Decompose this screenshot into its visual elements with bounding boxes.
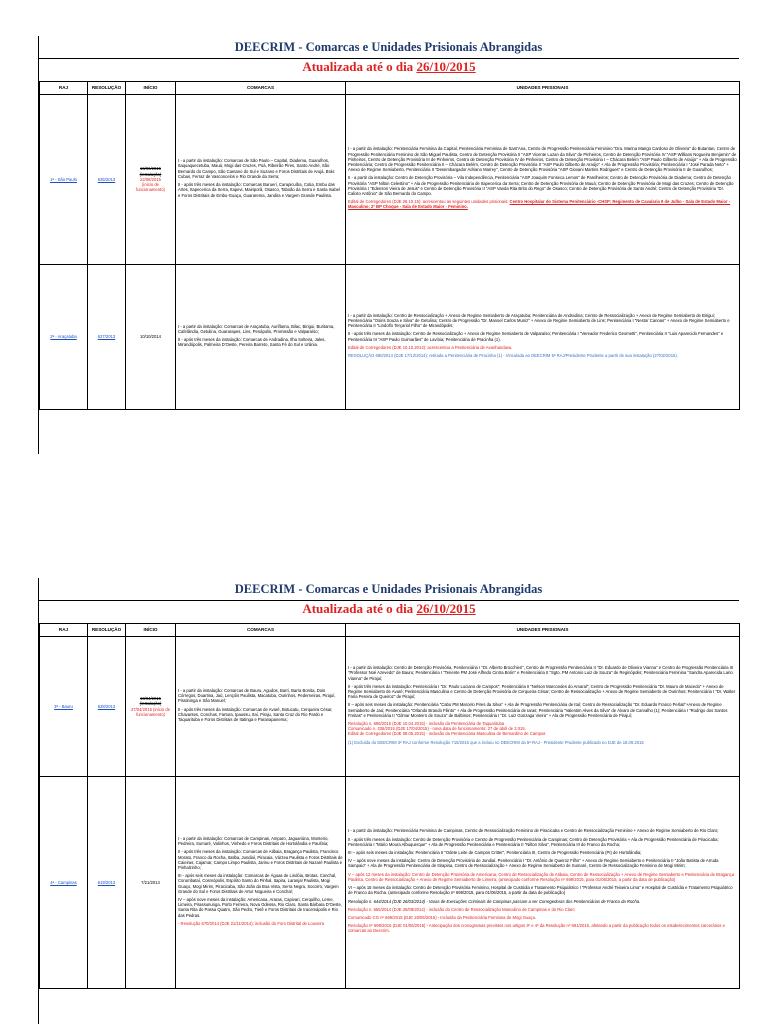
- header-inicio: INÍCIO: [126, 82, 176, 95]
- edital-link[interactable]: Centro Hospitalar do Sistema Penitenciário -CHSP; Regimento de Cavalaria 9 de Julho - Sala de Estado Maior - Masculino; 2º BP Choque - Sala de Estado Maior - Feminino.: [348, 199, 731, 210]
- header-inicio: INÍCIO: [126, 624, 176, 637]
- inicio-old-date: 10/04/2015: [140, 696, 161, 702]
- unidades-text: IV – após nove meses da instalação: Centro de Detenção Provisória de Jundiaí, Penitenciária I "Dr. Antônio de Queiroz Filho" + Anexo de Regime Semiaberto e Penitenciária II "João Batista de Arruda Sampaio" + Ala de Progressão Penitenciária de Itirapina, Centro de Ressocialização + Anexo de Regime Semiaberto de Sumaré, Centro de Ressocialização Feminino de Mogi Mirim;: [348, 858, 719, 869]
- comarcas-text: III - após seis meses da instalação: Comarcas de Águas de Lindóia, Brotas, Conchal, Corumbataí, Cosmópolis, Espírito Santo do Pinhal, Itapira, Laranjal Paulista, Mogi Guaçu, Mogi Mirim, Piracicaba, São João da Boa Vista, Serra Negra, Socorro, Vargem Grande do Sul e Foros Distritais de Artur Nogueira e Conchal;: [178, 873, 339, 894]
- header-comarcas: COMARCAS: [176, 624, 346, 637]
- update-date-line: [39, 601, 739, 623]
- comarcas-text: II - após três meses da instalação: Comarcas de Avaré, Botucatu, Cerqueira César, Chavantes, Conchas, Fartura, Ipaussu, Itaí, Piraju, Santa Cruz do Rio Pardo e Taquarituba e Foros Distritais de Itatinga e Paranapanema;: [178, 706, 333, 722]
- comarcas-cell: [176, 265, 346, 410]
- raj-link[interactable]: 2ª - Araçatuba: [50, 334, 77, 340]
- unidades-text: I - a partir da instalação: Penitenciária Feminina da Capital, Penitenciária Feminina de Sant'Ana, Centro de Progressão Penitenciária Feminino "Dra. Marina Marigo Cardoso de Oliveira" do Butantan, Centro de Progressão Penitenciária Feminino de São Miguel Paulista, Centro de Detenção Provisória II "ASP Vicente Luzan da Silva" de Pinheiros, Centro de Detenção Provisória IV "ASP Willians Nogueira Benjamin" de Pinheiros, Centro de Detenção Provisória III de Pinheiros, Centro de Detenção Provisória IV de Pinheiros, Centro de Detenção Provisória I – Chácara Belém "ASP Paulo Gilberto de Araújo" + Ala de Progressão Penitenciária; Centro de Progressão Penitenciária II – Chácara Belém, Centro de Detenção Provisória II "ASP Paulo Gilberto de Araújo" + Ala de Progressão Provisória; Penitenciária I "José Parada Neto" + Anexo de Regime Semiaberto, Penitenciária II "Desembargador Adriano Marrey", Centro de Detenção Provisória "ASP Giovani Martins Rodrigues" e Centro de Detenção Provisória II de Guarulhos;: [348, 146, 737, 173]
- unidades-text: I - a partir da instalação: Centro de Detenção Provisória, Penitenciária I "Dr. Alberto Brocchieri", Centro de Progressão Penitenciária II "Dr. Eduardo de Oliveira Vianna" e Centro de Progressão Penitenciária III "Professor Noé Azevedo" de Bauru; Penitenciária I "Tenente PM José Alfredo Cintra Borin" e Penitenciária II "Sgto. PM Antonio Luiz de Souza" de Reginópolis; Penitenciária Feminina "Sandra Aparecida Lario Vianna" de Pirajuí;: [348, 665, 734, 681]
- unidades-resolucao: RESOLUÇÃO 680/2014 (DJE 17/12/2014): retirada a Penitenciária de Pracinha (1) - Vinculada ao DEECRIM 5ª RAJ/Presidente Prudente a partir de sua instalação (27/02/2015).: [348, 353, 678, 358]
- unidades-exclusao: (1) Excluída do DEECRIM 3ª RAJ conforme Resolução 715/2015 que a incluiu no DEECRIM da 5ª RAJ - Presidente Prudente publicado no DJE de 18.09.2015: [348, 739, 644, 745]
- unidades-comunicado: Comunicado n. 336/2015 (DJE 17/04/2015) - nova data de funcionamento: 27 de abril de 2.015.: [348, 726, 526, 732]
- comarcas-cell: [176, 777, 346, 989]
- comarcas-text: IV – após nove meses da instalação: Americana, Araras, Capivari, Cerquilho, Leme, Limeira, Pirassununga, Porto Ferreira, Nova Odessa, Rio Claro, Santa Bárbara D'Oeste, Santa Rita do Passa Quatro, São Pedro, Tietê e Foros Distritais de Iracemápolis e Rio das Pedras.: [178, 897, 342, 918]
- inicio-cell: 10/10/2014: [126, 265, 176, 410]
- unidades-edital: [348, 199, 737, 209]
- inicio-old-note: (instalação): [139, 701, 162, 707]
- sheet-page-1: [38, 36, 739, 454]
- table-row: [40, 637, 740, 777]
- inicio-cell: 7/21/2014: [126, 777, 176, 989]
- inicio-new-date: 22/08/2015: [140, 176, 161, 182]
- update-date: 26/10/2015: [416, 59, 476, 74]
- inicio-new-date: 27/04/2015 (início de funcionamento): [130, 706, 171, 717]
- table-header-row: [40, 82, 740, 95]
- deecrim-table-1: [39, 81, 740, 410]
- comarcas-text: II - após três meses da instalação: Comarcas Barueri, Carapicuíba, Cotia, Embu das Artes, Itapecerica da Serra, Itapevi, Mairiporã, Osasco, Taboão da Serra e Santa Isabel e Foros Distritais de Embu-Guaçu, Guararema, Jandira e Vargem Grande Paulista.: [178, 182, 340, 198]
- inicio-cell: [126, 637, 176, 777]
- comarcas-text: I - a partir da instalação: Comarcas de São Paulo – Capital, Diadema, Guarulhos, Itaquaquecetuba, Mauá, Mogi das Cruzes, Poá, Ribeirão Pires, Santo André, São Bernardo do Campo, São Caetano do Sul e Suzano e Foros Distritais de Arujá, Brás Cubas, Ferraz de Vasconcelos e Rio Grande da Serra;: [178, 158, 335, 179]
- table-row: [40, 777, 740, 989]
- resolucao-cell: [88, 265, 126, 410]
- inicio-cell: [126, 95, 176, 265]
- unidades-resolucao-699: Resolução nº 699/2015 (DJE 01/06/2015) - Antecipação dos cronogramas previstos nos artigos 3º e 4º da Resolução nº 691/2015, afetando a partir da publicação todos os estabelecimentos carcerários e comarcas ao Deecrim.: [348, 923, 725, 934]
- unidades-text: I - a partir da instalação: Penitenciária Feminina de Campinas, Centro de Ressocialização Feminino de Piracicaba e Centro de Ressocialização Feminino + Anexo de Regime Semiaberto de Rio Claro;: [348, 828, 719, 834]
- comarcas-resolucao: - Resolução 670/2014 (DJE 21/11/2014): inclusão do Foro Distrital de Louveira: [178, 920, 325, 926]
- unidades-text: II - a partir da instalação: Centro de Detenção Provisória – Vila Independência, Penitenciária "ASP Joaquim Fonseca Lemos" de Parelheiros; Centro de Detenção Provisória de Diadema; Centro de Detenção Provisória "ASP Nilton Celestino" + Ala de Progressão Penitenciária de Itapecerica da Serra; Centro de Detenção Provisória de Mauá; Centro de Detenção Provisória de Mogi das Cruzes; Centro de Detenção Provisória I "Edenson Vieira de Jesus" e Centro de Detenção Provisória II "ASP Vanda Rita Brito do Rego" de Osasco; Centro de Detenção Provisória de Santo André; Centro de Detenção Provisória "Dr. Calixto Antônio" de São Bernardo do Campo.: [348, 175, 734, 196]
- comarcas-text: II - após três meses da instalação: Comarcas de Atibaia, Bragança Paulista, Francisco Morato, Franco da Rocha, Itatiba, Jundiaí, Piracaia, Várzea Paulista e Foros Distritais de Caieiras, Cajamar, Campo Limpo Paulista, Jarinu e Foros Distritais de Nazaré Paulista e Pinhalzinho;: [178, 849, 343, 870]
- header-resolucao: RESOLUÇÃO: [88, 624, 126, 637]
- unidades-cell: [346, 265, 740, 410]
- inicio-new-note: (início de funcionamento): [136, 182, 165, 193]
- unidades-text-vi: VI – após 15 meses da instalação: Centro de Detenção Provisória Feminino, Hospital de Custódia e Tratamento Psiquiátrico I "Professor André Teixeira Lima" e Hospital de Custódia e Tratamento Psiquiátrico de Franco da Rocha. (antecipado conforme Resolução nº 699/2015, para 01/06/2015, a partir da data de publicação): [348, 885, 733, 896]
- unidades-cell: [346, 777, 740, 989]
- resolucao-cell: [88, 637, 126, 777]
- sheet-page-2: [38, 578, 739, 1024]
- page-title: DEECRIM - Comarcas e Unidades Prisionais Abrangidas: [38, 580, 739, 601]
- unidades-comunicado-669: Comunicado CG nº 669/2015 (DJE 26/05/2015) - Inclusão da Penitenciária Feminina de Mogi Guaçu.: [348, 914, 537, 920]
- unidades-text-v: V – após 12 meses da instalação: Centro de Detenção Provisória de Americana, Centro de Ressocialização de Atibaia, Centro de Ressocialização + Anexo de Regime Semiaberto e Penitenciária de Bragança Paulista, Centro de Ressocialização + Anexo de Regime Semiaberto de Limeira; (antecipado conforme Resolução nº 699/2015, para 01/06/2015, a partir da data de publicação): [348, 871, 735, 882]
- table-header-row: [40, 624, 740, 637]
- unidades-text: II – após seis meses da instalação: Penitenciária "Cabo PM Marcelo Pires da Silva" + Ala de Progressão Penitenciária de Itaí; Centro de Ressocialização "Dr. Eduardo Franco Perlati"+Anexo de Regime Semiaberto de Jaú; Penitenciária "Orlando Brando Filinto" + Ala de Progressão Penitenciária de Iaras; Penitenciária "Valentim Alves da Silva" de Álvaro de Carvalho (1); Penitenciária I "Rodrigo dos Santos Freitas" e Penitenciária II "Gilmar Monteiro de Souza" de Balbinos; Penitenciária I "Dr. Luiz Gonzaga Vieira" + Ala de Progressão Penitenciária de Pirajuí;: [348, 702, 728, 718]
- header-raj: RAJ: [40, 82, 88, 95]
- raj-link[interactable]: 1ª - São Paulo: [50, 176, 77, 182]
- unidades-text: III – após seis meses da instalação: Penitenciária II "Odete Leite de Campos Critter", Penitenciária III, Centro de Progressão Penitenciária (PI) de Hortolândia;: [348, 850, 642, 856]
- resolucao-cell: [88, 777, 126, 989]
- update-label: Atualizada até o dia: [302, 59, 417, 74]
- table-row: [40, 95, 740, 265]
- update-date: 26/10/2015: [416, 601, 476, 616]
- comarcas-text: II - após três meses da instalação: Comarcas de Andradina, Ilha Solteira, Jales, Mirandópolis, Palmeira D'Oeste, Pereira Barreto, Santa Fé do Sul e Urânia.: [178, 337, 326, 348]
- header-unidades: UNIDADES PRISIONAIS: [346, 624, 740, 637]
- header-comarcas: COMARCAS: [176, 82, 346, 95]
- page-title: DEECRIM - Comarcas e Unidades Prisionais Abrangidas: [38, 38, 739, 59]
- comarcas-text: I - a partir da instalação: Comarcas de Campinas, Amparo, Jaguariúna, Monteiro, Pedreira, Sumaré, Valinhos, Vinhedo e Foros Distritais de Hortolândia e Paulínia;: [178, 835, 329, 847]
- raj-link[interactable]: 3ª - Bauru: [54, 703, 73, 709]
- unidades-cell: [346, 637, 740, 777]
- update-label: Atualizada até o dia: [302, 601, 417, 616]
- resolucao-link[interactable]: 627/2013: [97, 334, 116, 340]
- unidades-resolucao-655: Resolução n. 655/2014 (DJE 25/09/2014) - inclusão do Centro de Ressocialização Masculino de Campinas e do Rio Claro: [348, 906, 575, 912]
- unidades-resolucao: Resolução n. 696/2015 (DJE 10.04.2015) - inclusão da Penitenciária de Taquarituba: [348, 721, 505, 726]
- resolucao-link[interactable]: 626/2013: [97, 176, 116, 182]
- comarcas-cell: [176, 95, 346, 265]
- unidades-edital: Edital de Corregedores (DJE 08.05.2015) - inclusão da Penitenciária Masculina de Bernardino de Campos: [348, 731, 546, 737]
- unidades-text: II - após três meses da instalação: Centro de Detenção Provisória e Centro de Progressão Penitenciária de Campinas; Centro de Detenção Provisória + Ala de Progressão Penitenciária de Piracicaba; Penitenciária I "Mário Moura Albuquerque" + Ala de Progressão Penitenciária e Penitenciária II "Nilton Silva", Penitenciária III de Franco da Rocha;: [348, 836, 719, 847]
- header-unidades: UNIDADES PRISIONAIS: [346, 82, 740, 95]
- unidades-cell: [346, 95, 740, 265]
- comarcas-text: I - a partir da instalação: Comarcas de Araçatuba, Auriflama, Bilac, Birigui, Buritama, Cafelândia, Getulina, Guararapes, Lins, Penápolis, Promissão e Valparaíso;: [178, 323, 335, 334]
- raj-cell: [40, 265, 88, 410]
- unidades-edital: Edital de Corregedores (DJE 10.10.2014): acrescentou a Penitenciária de Avanhandava.: [348, 344, 513, 350]
- raj-cell: [40, 777, 88, 989]
- comarcas-cell: [176, 637, 346, 777]
- unidades-resolucao-644: Resolução n. 644/2014 (DJE 26/03/2014) - Varas de Execuções Criminais de Campinas passam a ser Corregedoras dos Penitenciárias de Franco da Rocha.: [348, 898, 641, 904]
- unidades-text: II - após três meses da instalação: Penitenciária I "Dr. Paulo Luciano de Campos"; Penitenciária II "Nelson Marcondes do Amaral"; Centro de Progressão Penitenciária "Dr. Mauro de Macedo" + Anexo de Regime Semiaberto de Avaré; Penitenciária Masculina e Centro de Detenção Provisória de Cerqueira César; Centro de Ressocialização + Anexo de Regime Semiaberto de Ourinhos; Penitenciária I "Dr. Walter Faria Pereira de Queiroz" de Pirajuí;: [348, 683, 736, 700]
- inicio-old-note: (instalação): [139, 171, 162, 177]
- resolucao-link[interactable]: 619/2013: [97, 879, 116, 885]
- raj-cell: [40, 95, 88, 265]
- unidades-text: I - a partir da instalação: Centro de Ressocialização + Anexo de Regime Semiaberto de Araçatuba; Penitenciária de Andradina; Centro de Ressocialização + Anexo de Regime Semiaberto de Birigui; Penitenciária "Osiris Souza e Silva" de Getulina; Centro de Progressão "Dr. Manoel Carlos Muniz" + Anexo de Regime Semiaberto de Lins; Penitenciária I "Nestor Canoas" + Anexo de Regime Semiaberto e Penitenciária II "Lindolfo Terçariol Filho" de Mirandópolis;: [348, 312, 730, 329]
- header-raj: RAJ: [40, 624, 88, 637]
- deecrim-table-2: [39, 623, 740, 989]
- inicio-old-date: 16/06/2015: [140, 166, 161, 172]
- update-date-line: [39, 59, 739, 81]
- edital-prefix: Edital de Corregedores (DJE 26.10.15): acrescentou as seguintes unidades prisionais:: [348, 199, 510, 205]
- table-row: [40, 265, 740, 410]
- header-resolucao: RESOLUÇÃO: [88, 82, 126, 95]
- raj-cell: [40, 637, 88, 777]
- resolucao-link[interactable]: 628/2013: [97, 703, 116, 709]
- comarcas-text: I - a partir da instalação: Comarcas de Bauru, Agudos, Barri, Barra Bonita, Dois Córregos, Duartina, Jaú, Lençóis Paulista, Macatuba, Ourinhos, Pederneiras, Pirajuí, Piratininga e São Manuel;: [178, 687, 336, 704]
- unidades-text: II - após três meses da instalação: Centro de Ressocialização + Anexo de Regime Semiaberto de Valparaíso; Penitenciária I "Vereador Frederico Geometti", Penitenciária II "Luis Aparecido Fernandes" e Penitenciária III "ASP Paulo Guimarães" de Lavínia; Penitenciária de Pracinha (1).: [348, 331, 724, 342]
- resolucao-cell: [88, 95, 126, 265]
- raj-link[interactable]: 4ª - Campinas: [50, 879, 77, 885]
